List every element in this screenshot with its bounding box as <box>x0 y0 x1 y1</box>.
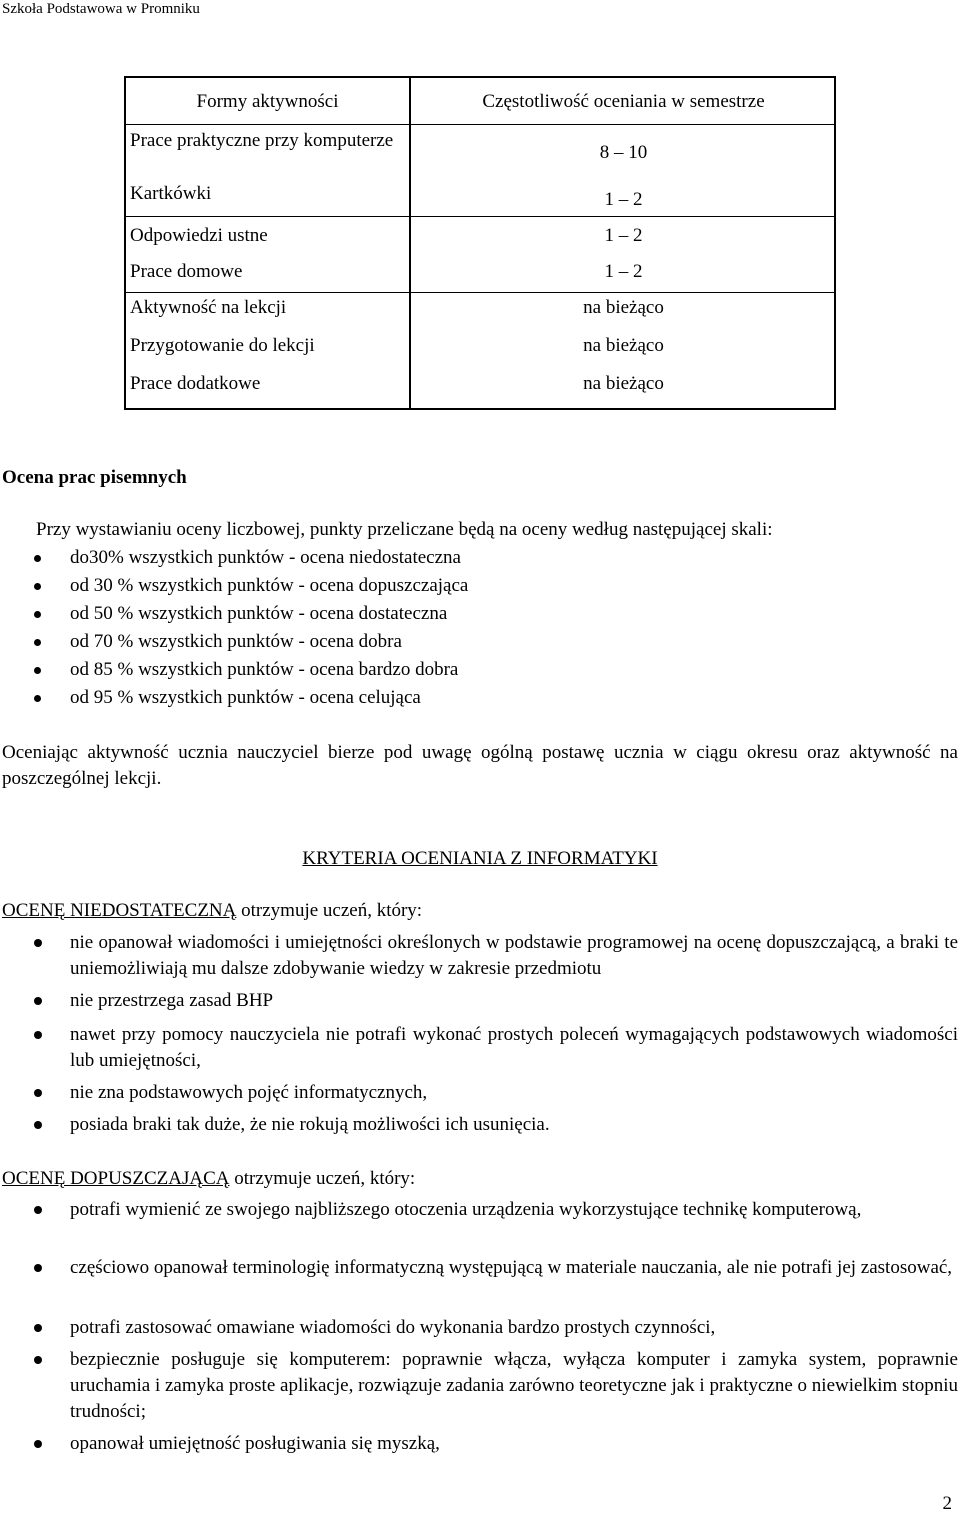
criteria-item-text: nie przestrzega zasad BHP <box>70 990 274 1011</box>
bullet-icon <box>34 1264 42 1272</box>
bullet-icon <box>34 1206 42 1214</box>
scale-item-text: do30% wszystkich punktów - ocena niedostateczna <box>70 547 461 568</box>
table-cell-activity: Prace domowe <box>130 261 243 282</box>
bullet-icon <box>34 583 41 590</box>
criteria-item-text: posiada braki tak duże, że nie rokują możliwości ich usunięcia. <box>70 1114 550 1135</box>
list-item <box>0 630 468 658</box>
bullet-icon <box>34 1440 42 1448</box>
table-cell-frequency: na bieżąco <box>583 373 664 394</box>
bullet-icon <box>34 1356 42 1364</box>
bullet-icon <box>34 555 41 562</box>
page-number: 2 <box>942 1493 952 1514</box>
list-item <box>70 1112 958 1138</box>
list-item <box>70 988 958 1014</box>
table-cell-activity: Aktywność na lekcji <box>130 297 287 318</box>
list-item <box>70 1431 958 1457</box>
bullet-icon <box>34 611 41 618</box>
scale-item-text: od 70 % wszystkich punktów - ocena dobra <box>70 631 402 652</box>
criteria-title: KRYTERIA OCENIANIA Z INFORMATYKI <box>302 848 658 869</box>
criteria-item-text: potrafi zastosować omawiane wiadomości do wykonania bardzo prostych czynności, <box>70 1317 716 1338</box>
table-cell-activity: Odpowiedzi ustne <box>130 225 268 246</box>
grade-name: OCENĘ NIEDOSTATECZNĄ <box>2 900 237 921</box>
section-title-written-work: Ocena prac pisemnych <box>2 467 187 488</box>
grade-heading-sufficient <box>2 1166 415 1192</box>
bullet-icon <box>34 667 41 674</box>
grading-scale-list <box>0 546 468 714</box>
list-item <box>0 574 468 602</box>
criteria-item-text: nawet przy pomocy nauczyciela nie potrafi wykonać prostych poleceń wymagających podstawowych wiadomości lub umiejętności, <box>70 1024 958 1071</box>
grade-heading-insufficient <box>2 898 422 924</box>
bullet-icon <box>34 1089 42 1097</box>
bullet-icon <box>34 1324 42 1332</box>
scale-intro: Przy wystawianiu oceny liczbowej, punkty przeliczane będą na oceny według następującej skali: <box>36 519 773 540</box>
activity-assessment-paragraph: Oceniając aktywność ucznia nauczyciel bierze pod uwagę ogólną postawę ucznia w ciągu okresu oraz aktywność na poszczególnej lekcji. <box>2 742 958 789</box>
grade-name: OCENĘ DOPUSZCZAJĄCĄ <box>2 1168 230 1189</box>
list-item <box>70 930 958 982</box>
table-cell-frequency: 1 – 2 <box>604 261 643 282</box>
grade-heading-suffix: otrzymuje uczeń, który: <box>229 1168 416 1189</box>
table-cell-frequency: 1 – 2 <box>604 225 643 246</box>
grade-heading-suffix: otrzymuje uczeń, który: <box>236 900 423 921</box>
scale-item-text: od 95 % wszystkich punktów - ocena celująca <box>70 687 421 708</box>
table-header-frequency: Częstotliwość oceniania w semestrze <box>482 91 765 112</box>
bullet-icon <box>34 1121 42 1129</box>
scale-item-text: od 85 % wszystkich punktów - ocena bardzo dobra <box>70 659 459 680</box>
criteria-item-text: opanował umiejętność posługiwania się myszką, <box>70 1433 440 1454</box>
page-header: Szkoła Podstawowa w Promniku <box>2 1 200 17</box>
criteria-item-text: nie zna podstawowych pojęć informatycznych, <box>70 1082 428 1103</box>
list-item <box>70 1022 958 1074</box>
table-cell-activity: Przygotowanie do lekcji <box>130 335 315 356</box>
bullet-icon <box>34 939 42 947</box>
bullet-icon <box>34 1031 42 1039</box>
list-item <box>70 1255 958 1281</box>
list-item <box>0 686 468 714</box>
list-item <box>70 1080 958 1106</box>
table-cell-activity: Prace dodatkowe <box>130 373 261 394</box>
row-divider <box>126 292 834 293</box>
scale-item-text: od 50 % wszystkich punktów - ocena dostateczna <box>70 603 448 624</box>
bullet-icon <box>34 639 41 646</box>
table-cell-frequency: 8 – 10 <box>599 142 648 163</box>
row-divider <box>126 216 834 217</box>
bullet-icon <box>34 695 41 702</box>
row-divider <box>126 124 834 125</box>
list-item <box>70 1315 958 1341</box>
table-cell-activity: Prace praktyczne przy komputerze <box>130 130 394 151</box>
criteria-item-text: częściowo opanował terminologię informatyczną występującą w materiale nauczania, ale nie potrafi jej zastosować, <box>70 1257 953 1278</box>
table-cell-frequency: na bieżąco <box>583 335 664 356</box>
bullet-icon <box>34 997 42 1005</box>
scale-item-text: od 30 % wszystkich punktów - ocena dopuszczająca <box>70 575 469 596</box>
list-item <box>70 1197 958 1223</box>
criteria-item-text: potrafi wymienić ze swojego najbliższego otoczenia urządzenia wykorzystujące technikę komputerową, <box>70 1199 862 1220</box>
criteria-item-text: nie opanował wiadomości i umiejętności określonych w podstawie programowej na ocenę dopuszczającą, a braki te uniemożliwiają mu dalsze zdobywanie wiedzy w zakresie przedmiotu <box>70 932 958 979</box>
table-cell-frequency: 1 – 2 <box>604 189 643 210</box>
list-item <box>0 602 468 630</box>
list-item <box>0 658 468 686</box>
table-header-activity: Formy aktywności <box>196 91 339 112</box>
table-cell-frequency: na bieżąco <box>583 297 664 318</box>
list-item <box>70 1347 958 1425</box>
table-cell-activity: Kartkówki <box>130 183 212 204</box>
list-item <box>0 546 468 574</box>
criteria-item-text: bezpiecznie posługuje się komputerem: poprawnie włącza, wyłącza komputer i zamyka system, poprawnie uruchamia i zamyka proste aplikacje, rozwiązuje zadania zarówno teoretyczne jak i praktyczne o niewielkim stopniu trudności; <box>70 1349 958 1422</box>
activity-frequency-table <box>124 76 836 410</box>
